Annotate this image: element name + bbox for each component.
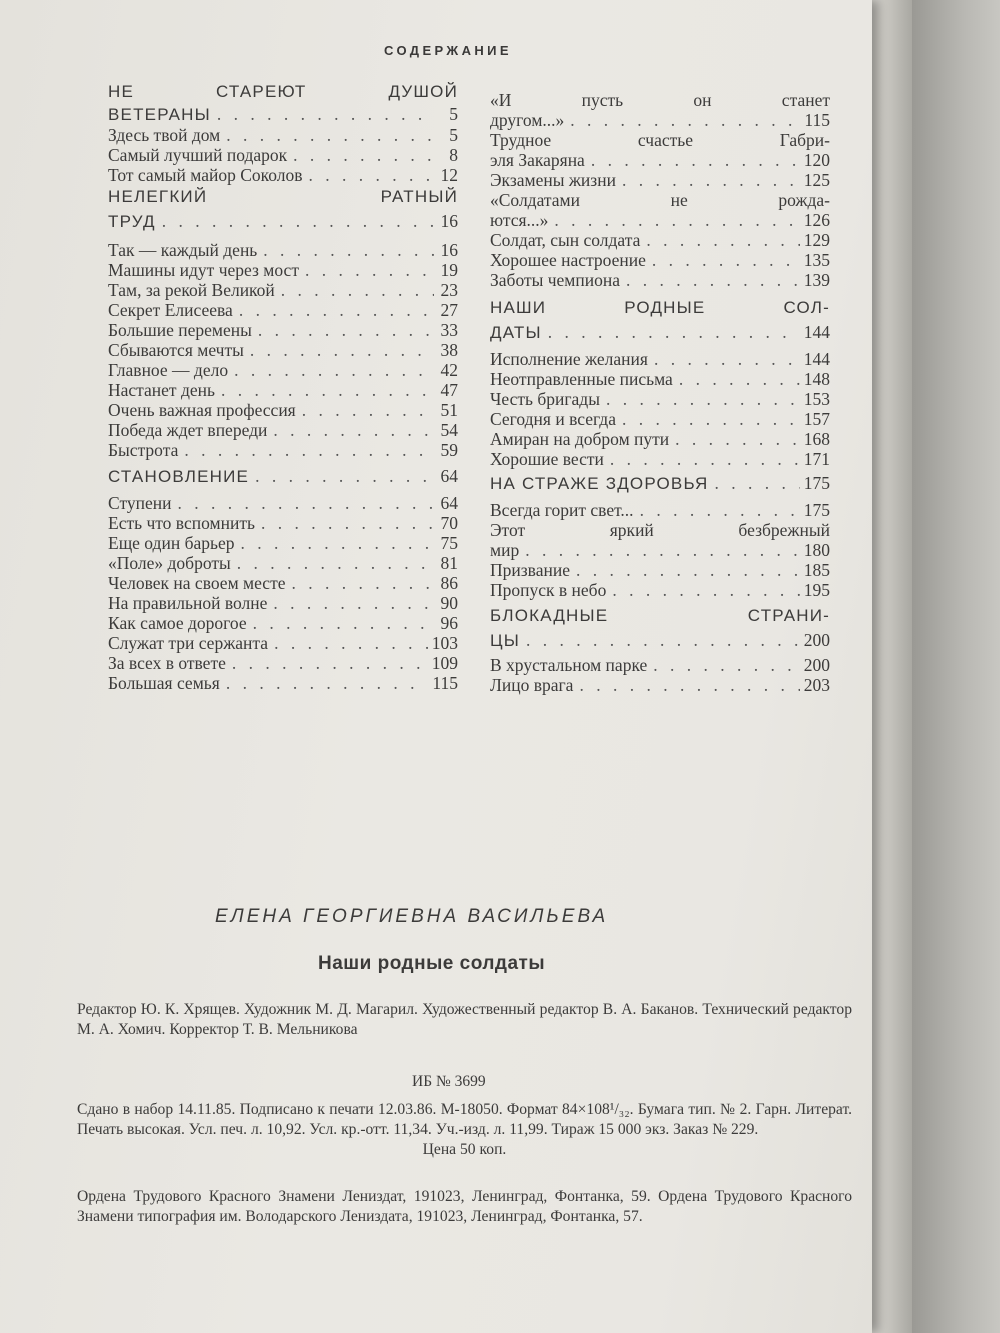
toc-entry [490, 322, 830, 343]
toc-leader-dots [267, 593, 434, 613]
toc-entry-title: Быстрота [108, 440, 179, 460]
toc-entry-title: НА СТРАЖЕ ЗДОРОВЬЯ [490, 474, 709, 493]
toc-entry-title: эля Закаряна [490, 150, 585, 170]
toc-entry [108, 104, 458, 125]
toc-entry-title: «Поле» доброты [108, 553, 231, 573]
toc-entry-title: Самый лучший подарок [108, 145, 288, 165]
toc-leader-dots [570, 560, 800, 580]
toc-entry-page: 59 [440, 440, 458, 460]
toc-entry-page: 8 [449, 145, 458, 165]
toc-entry-page: 175 [803, 473, 830, 493]
toc-entry-title: Так — каждый день [108, 240, 258, 260]
toc-entry [490, 389, 830, 409]
author-name: ЕЛЕНА ГЕОРГИЕВНА ВАСИЛЬЕВА [215, 906, 609, 927]
toc-leader-dots [564, 110, 800, 130]
toc-entry-title: ВЕТЕРАНЫ [108, 105, 211, 124]
toc-entry-page: 51 [440, 400, 458, 420]
toc-entry-title: ются...» [490, 210, 549, 230]
publisher-block [77, 1187, 852, 1227]
toc-heading: СОДЕРЖАНИЕ [384, 43, 512, 58]
toc-entry [108, 420, 458, 440]
toc-leader-dots [634, 500, 800, 520]
toc-entry-title: «И пусть он станет [490, 90, 830, 110]
toc-leader-dots [226, 653, 428, 673]
toc-entry-title: Трудное счастье Габри- [490, 130, 830, 150]
toc-leader-dots [573, 675, 799, 695]
toc-entry [108, 513, 458, 533]
toc-entry-title: Всегда горит свет... [490, 500, 634, 520]
toc-leader-dots [606, 580, 799, 600]
toc-entry-page: 171 [803, 449, 830, 469]
toc-entry-page: 86 [440, 573, 458, 593]
toc-entry [108, 573, 458, 593]
toc-entry-title: Ступени [108, 493, 172, 513]
toc-leader-dots [616, 409, 800, 429]
toc-entry [108, 82, 458, 102]
toc-entry [108, 360, 458, 380]
toc-entry-title: Хорошие вести [490, 449, 604, 469]
toc-entry-title: Большая семья [108, 673, 220, 693]
toc-entry-title: Очень важная профессия [108, 400, 296, 420]
toc-entry [490, 110, 830, 130]
toc-entry [490, 520, 830, 540]
toc-entry-page: 90 [440, 593, 458, 613]
toc-entry-page: 5 [449, 104, 458, 124]
toc-entry-title: ТРУД [108, 212, 156, 231]
toc-entry-page: 168 [803, 429, 830, 449]
toc-entry-page: 103 [431, 633, 458, 653]
toc-entry [490, 369, 830, 389]
toc-entry-title: НАШИ РОДНЫЕ СОЛ- [490, 298, 830, 317]
toc-entry-page: 38 [440, 340, 458, 360]
toc-entry-page: 27 [440, 300, 458, 320]
toc-entry-title: СТАНОВЛЕНИЕ [108, 467, 250, 486]
toc-leader-dots [600, 389, 800, 409]
toc-leader-dots [267, 420, 434, 440]
toc-leader-dots [604, 449, 800, 469]
toc-entry-title: Экзамены жизни [490, 170, 616, 190]
toc-entry-title: Призвание [490, 560, 570, 580]
toc-leader-dots [171, 493, 434, 513]
toc-entry-page: 33 [440, 320, 458, 340]
toc-entry [490, 655, 830, 675]
toc-entry-page: 144 [803, 349, 830, 369]
toc-entry-title: Этот яркий безбрежный [490, 520, 830, 540]
toc-entry [108, 673, 458, 693]
toc-leader-dots [211, 104, 434, 124]
toc-entry-page: 200 [803, 655, 830, 675]
print-info-text: Сдано в набор 14.11.85. Подписано к печати 12.03.86. М-18050. Формат 84×108¹/₃₂. Бумага тип. № 2. Гарн. Литерат. Печать высокая. Усл. печ. л. 10,92. Усл. кр.-отт. 11,34. Уч.-изд. л. 11,99. Тираж 15 000 экз. Заказ № 229. [77, 1101, 852, 1138]
toc-leader-dots [542, 322, 800, 342]
toc-entry [108, 300, 458, 320]
toc-entry-title: Тот самый майор Соколов [108, 165, 303, 185]
toc-entry [108, 493, 458, 513]
toc-entry-title: БЛОКАДНЫЕ СТРАНИ- [490, 606, 830, 625]
toc-entry [108, 400, 458, 420]
toc-entry-page: 195 [803, 580, 830, 600]
toc-entry-title: Сбываются мечты [108, 340, 244, 360]
toc-entry-title: Хорошее настроение [490, 250, 646, 270]
toc-entry [490, 630, 830, 651]
toc-entry-title: мир [490, 540, 520, 560]
toc-leader-dots [585, 150, 800, 170]
toc-entry-page: 129 [803, 230, 830, 250]
toc-leader-dots [257, 240, 434, 260]
toc-entry-page: 5 [449, 125, 458, 145]
toc-entry-page: 75 [440, 533, 458, 553]
toc-leader-dots [648, 349, 800, 369]
toc-entry-title: Сегодня и всегда [490, 409, 616, 429]
toc-entry-page: 126 [803, 210, 830, 230]
toc-entry-page: 125 [803, 170, 830, 190]
background-surface [912, 0, 1000, 1333]
toc-leader-dots [299, 260, 434, 280]
toc-entry-title: На правильной волне [108, 593, 268, 613]
toc-leader-dots [178, 440, 434, 460]
book-title: Наши родные солдаты [318, 953, 546, 974]
toc-entry-title: Пропуск в небо [490, 580, 607, 600]
toc-leader-dots [247, 613, 434, 633]
toc-entry-title: НЕ СТАРЕЮТ ДУШОЙ [108, 82, 458, 101]
page-edge [872, 0, 912, 1333]
toc-entry-title: Еще один барьер [108, 533, 235, 553]
toc-entry-title: другом...» [490, 110, 565, 130]
toc-entry-title: Человек на своем месте [108, 573, 286, 593]
toc-entry [108, 340, 458, 360]
toc-entry-title: Неотправленные письма [490, 369, 673, 389]
toc-entry-title: За всех в ответе [108, 653, 226, 673]
toc-entry-page: 185 [803, 560, 830, 580]
toc-leader-dots [303, 165, 435, 185]
toc-entry [108, 240, 458, 260]
toc-entry [490, 150, 830, 170]
toc-leader-dots [519, 540, 800, 560]
toc-entry [108, 187, 458, 207]
toc-entry [490, 580, 830, 600]
toc-entry-page: 175 [803, 500, 830, 520]
toc-leader-dots [673, 369, 800, 389]
toc-entry [490, 675, 830, 695]
toc-entry [490, 473, 830, 494]
toc-entry-page: 200 [803, 630, 830, 650]
ib-number: ИБ № 3699 [412, 1073, 486, 1090]
toc-leader-dots [548, 210, 799, 230]
toc-entry-page: 157 [803, 409, 830, 429]
toc-leader-dots [647, 655, 799, 675]
toc-entry [108, 125, 458, 145]
toc-entry-title: В хрустальном парке [490, 655, 648, 675]
toc-entry [108, 260, 458, 280]
toc-leader-dots [275, 280, 434, 300]
publisher-text: Ордена Трудового Красного Знамени Лениздат, 191023, Ленинград, Фонтанка, 59. Ордена Трудового Красного Знамени типография им. Володарского Лениздата, 191023, Ленинград, Фонтанка, 57. [77, 1188, 852, 1225]
toc-entry [108, 593, 458, 613]
toc-leader-dots [268, 633, 428, 653]
toc-entry-page: 109 [431, 653, 458, 673]
toc-entry [490, 298, 830, 318]
toc-entry [108, 165, 458, 185]
toc-entry-page: 70 [440, 513, 458, 533]
toc-entry-page: 139 [803, 270, 830, 290]
toc-entry-title: Исполнение желания [490, 349, 648, 369]
toc-leader-dots [249, 466, 434, 486]
toc-entry-page: 115 [432, 673, 458, 693]
toc-entry [490, 606, 830, 626]
toc-entry-page: 16 [440, 240, 458, 260]
toc-entry-title: Главное — дело [108, 360, 229, 380]
toc-entry [108, 653, 458, 673]
editors-block [77, 1000, 852, 1040]
editors-text: Редактор Ю. К. Хрящев. Художник М. Д. Магарил. Художественный редактор В. А. Баканов. Технический редактор М. А. Хомич. Корректор Т. В. Мельникова [77, 1001, 852, 1038]
toc-entry [490, 170, 830, 190]
toc-entry-title: Служат три сержанта [108, 633, 269, 653]
toc-entry [108, 633, 458, 653]
toc-entry-page: 19 [440, 260, 458, 280]
toc-entry-page: 115 [804, 110, 830, 130]
toc-entry-title: ЦЫ [490, 631, 521, 650]
toc-right-column [490, 90, 830, 695]
toc-leader-dots [252, 320, 434, 340]
toc-leader-dots [620, 270, 800, 290]
toc-entry [490, 540, 830, 560]
toc-entry-title: Настанет день [108, 380, 215, 400]
toc-left-column [108, 82, 458, 693]
toc-leader-dots [286, 573, 435, 593]
toc-leader-dots [156, 211, 434, 231]
toc-entry [108, 211, 458, 232]
toc-entry-page: 203 [803, 675, 830, 695]
toc-leader-dots [231, 553, 434, 573]
toc-entry [490, 500, 830, 520]
toc-entry [108, 553, 458, 573]
toc-leader-dots [640, 230, 799, 250]
toc-entry-page: 120 [803, 150, 830, 170]
toc-entry-page: 47 [440, 380, 458, 400]
toc-entry-page: 180 [803, 540, 830, 560]
toc-leader-dots [220, 125, 434, 145]
toc-leader-dots [296, 400, 434, 420]
toc-entry-title: Машины идут через мост [108, 260, 299, 280]
toc-entry-page: 153 [803, 389, 830, 409]
toc-entry [490, 230, 830, 250]
toc-leader-dots [669, 429, 800, 449]
toc-entry-title: ДАТЫ [490, 323, 542, 342]
toc-leader-dots [616, 170, 800, 190]
toc-leader-dots [234, 533, 434, 553]
toc-entry-page: 12 [440, 165, 458, 185]
toc-entry-title: Победа ждет впереди [108, 420, 268, 440]
toc-leader-dots [228, 360, 434, 380]
toc-entry [490, 449, 830, 469]
toc-entry-title: Как самое дорогое [108, 613, 247, 633]
toc-entry-page: 148 [803, 369, 830, 389]
toc-entry [490, 560, 830, 580]
toc-entry [490, 250, 830, 270]
toc-entry-title: Лицо врага [490, 675, 574, 695]
toc-leader-dots [220, 673, 429, 693]
toc-entry-page: 135 [803, 250, 830, 270]
toc-entry [108, 380, 458, 400]
toc-entry-title: Есть что вспомнить [108, 513, 255, 533]
toc-entry [490, 130, 830, 150]
toc-entry [490, 429, 830, 449]
toc-entry [490, 349, 830, 369]
toc-entry-title: НЕЛЕГКИЙ РАТНЫЙ [108, 187, 458, 206]
toc-entry [490, 190, 830, 210]
toc-entry-title: Заботы чемпиона [490, 270, 620, 290]
toc-entry-page: 96 [440, 613, 458, 633]
toc-entry [108, 280, 458, 300]
toc-leader-dots [646, 250, 800, 270]
toc-entry-title: Честь бригады [490, 389, 600, 409]
toc-entry [490, 409, 830, 429]
toc-entry [490, 90, 830, 110]
toc-entry [108, 466, 458, 487]
toc-entry-page: 64 [440, 466, 458, 486]
toc-entry [108, 145, 458, 165]
toc-leader-dots [244, 340, 434, 360]
toc-entry-title: Большие перемены [108, 320, 252, 340]
toc-entry-page: 23 [440, 280, 458, 300]
toc-leader-dots [215, 380, 434, 400]
toc-entry-page: 54 [440, 420, 458, 440]
toc-entry-title: Там, за рекой Великой [108, 280, 275, 300]
toc-entry-title: Секрет Елисеева [108, 300, 233, 320]
toc-leader-dots [287, 145, 434, 165]
toc-entry [490, 210, 830, 230]
toc-entry [108, 533, 458, 553]
toc-entry-page: 81 [440, 553, 458, 573]
toc-entry-title: Солдат, сын солдата [490, 230, 641, 250]
toc-leader-dots [709, 473, 800, 493]
toc-leader-dots [255, 513, 434, 533]
toc-entry-page: 64 [440, 493, 458, 513]
toc-entry [108, 440, 458, 460]
toc-entry-page: 42 [440, 360, 458, 380]
toc-entry [108, 320, 458, 340]
toc-entry [108, 613, 458, 633]
toc-leader-dots [520, 630, 800, 650]
toc-leader-dots [233, 300, 434, 320]
toc-entry-page: 16 [440, 211, 458, 231]
toc-entry-title: Здесь твой дом [108, 125, 221, 145]
toc-entry [490, 270, 830, 290]
toc-entry-page: 144 [803, 322, 830, 342]
toc-entry-title: «Солдатами не рожда- [490, 190, 830, 210]
toc-entry-title: Амиран на добром пути [490, 429, 670, 449]
price-text: Цена 50 коп. [422, 1141, 507, 1158]
print-info-block [77, 1100, 852, 1160]
